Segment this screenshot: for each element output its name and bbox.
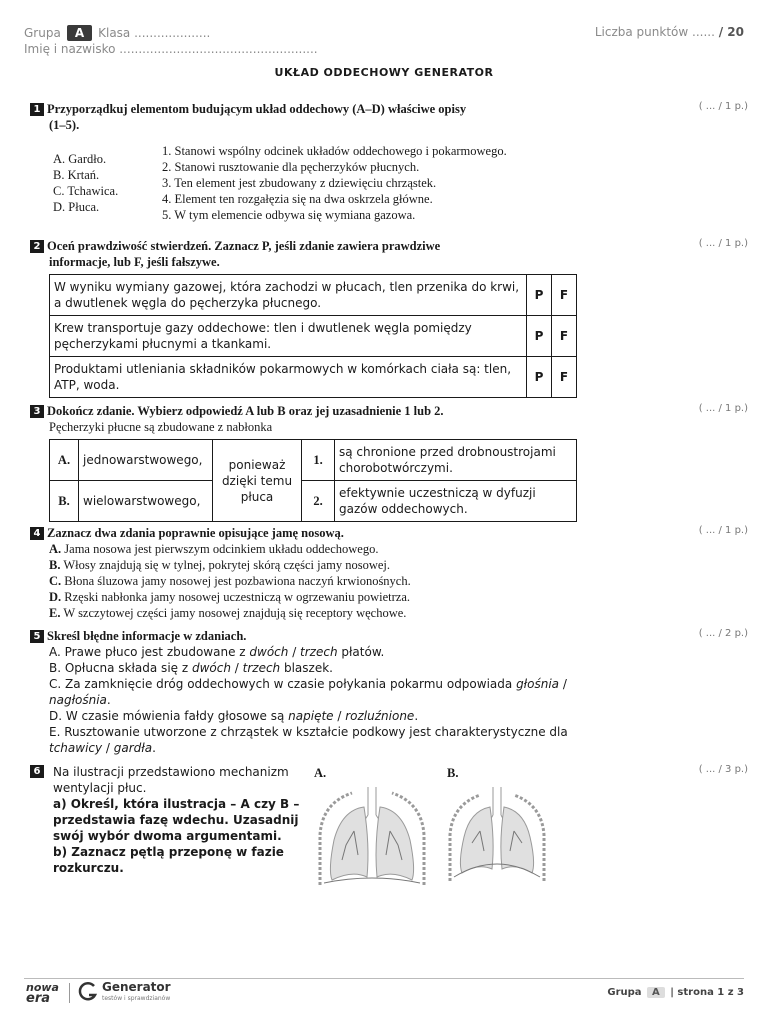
lungs-illustration-a (312, 785, 432, 890)
left-lung (330, 807, 368, 880)
left-lung (460, 807, 493, 873)
middle-connector: ponieważ dzięki temu płuca (213, 440, 302, 522)
false-option[interactable]: F (552, 316, 577, 357)
question-title: Dokończ zdanie. Wybierz odpowiedź A lub B oraz jej uzasadnienie 1 lub 2. (47, 404, 444, 418)
sentence-c: C. Za zamknięcie dróg oddechowych w czasie połykania pokarmu odpowiada głośnia / (49, 677, 567, 691)
task-a: przedstawia fazę wdechu. Uzasadnij (53, 813, 299, 827)
page-indicator: Grupa A | strona 1 z 3 (607, 987, 744, 998)
reason-1-text[interactable]: są chronione przed drobnoustrojami chorobotwórczymi. (335, 440, 577, 481)
right-lung (501, 807, 534, 873)
question-title: Zaznacz dwa zdania poprawnie opisujące jamę nosową. (47, 526, 344, 540)
points-box: ( ... / 1 p.) (698, 101, 748, 112)
question-2 (30, 238, 690, 270)
sentence-e-cont: tchawicy / gardła. (49, 741, 156, 755)
choice-word[interactable]: trzech (300, 645, 338, 659)
task-b: b) Zaznacz pętlą przeponę w fazie (53, 845, 284, 859)
diaphragm (324, 878, 420, 883)
answer-option[interactable]: B. Włosy znajdują się w tylnej, pokrytej skórą części jamy nosowej. (49, 558, 391, 572)
element-list (53, 151, 118, 215)
question-number: 2 (30, 240, 44, 253)
points-box: ( ... / 1 p.) (698, 525, 748, 536)
illustration-b-label: B. (447, 766, 459, 780)
points-box: ( ... / 3 p.) (698, 764, 748, 775)
question-number: 4 (30, 527, 44, 540)
false-option[interactable]: F (552, 357, 577, 398)
choice-word[interactable]: nagłośnia (49, 693, 107, 707)
illustration-a-label: A. (314, 766, 327, 780)
group-badge: A (647, 987, 665, 998)
option-a-letter[interactable]: A. (50, 440, 79, 481)
question-title-cont: (1–5). (49, 118, 80, 132)
choice-word[interactable]: głośnia (516, 677, 560, 691)
option-b-letter[interactable]: B. (50, 481, 79, 522)
choice-word[interactable]: tchawicy (49, 741, 103, 755)
reason-1-number[interactable]: 1. (302, 440, 335, 481)
question-number: 3 (30, 405, 44, 418)
question-number: 1 (30, 103, 44, 116)
table-row (50, 275, 577, 316)
statement-cell: Krew transportuje gazy oddechowe: tlen i dwutlenek węgla pomiędzy pęcherzykami płucnymi a tkankami. (50, 316, 527, 357)
question-number: 6 (30, 765, 44, 778)
lungs-illustration-b (442, 785, 552, 890)
option-a-text[interactable]: jednowarstwowego, (79, 440, 213, 481)
points-box: ( ... / 2 p.) (698, 628, 748, 639)
description-item: 2. Stanowi rusztowanie dla pęcherzyków płucnych. (162, 160, 420, 174)
class-field: Klasa .................... (98, 26, 211, 40)
generator-logo-icon (77, 981, 99, 1003)
question-stem: Pęcherzyki płucne są zbudowane z nabłonka (49, 420, 273, 434)
logo-divider (69, 983, 70, 1003)
group-label: Grupa (24, 26, 61, 40)
group-value-badge: A (67, 25, 92, 41)
true-false-table (49, 274, 577, 398)
choice-word[interactable]: dwóch (191, 661, 231, 675)
sentence-e: E. Rusztowanie utworzone z chrząstek w kształcie podkowy jest charakterystyczne dla (49, 725, 568, 739)
sentence-d: D. W czasie mówienia fałdy głosowe są napięte / rozluźnione. (49, 709, 419, 723)
answer-option[interactable]: E. W szczytowej części jamy nosowej znajdują się receptory węchowe. (49, 606, 407, 620)
footer-divider (24, 978, 744, 979)
question-title: Oceń prawdziwość stwierdzeń. Zaznacz P, jeśli zdanie zawiera prawdziwe (47, 239, 441, 253)
description-item: 5. W tym elemencie odbywa się wymiana gazowa. (162, 208, 416, 222)
answer-option[interactable]: C. Błona śluzowa jamy nosowej jest pozbawiona naczyń krwionośnych. (49, 574, 411, 588)
task-a: a) Określ, która ilustracja – A czy B – (53, 797, 300, 811)
nowa-era-logo: nowa era (26, 981, 59, 1006)
page-title: UKŁAD ODDECHOWY GENERATOR (274, 66, 494, 79)
points-total: / 20 (718, 25, 744, 39)
points-box: ( ... / 1 p.) (698, 403, 748, 414)
choice-word[interactable]: napięte (288, 709, 334, 723)
question-title: Skreśl błędne informacje w zdaniach. (47, 629, 247, 643)
points-field (595, 25, 744, 39)
description-item: 4. Element ten rozgałęzia się na dwa oskrzela główne. (162, 192, 433, 206)
element-item: B. Krtań. (53, 168, 100, 182)
table-row (50, 316, 577, 357)
question-title: Przyporządkuj elementom budującym układ oddechowy (A–D) właściwe opisy (47, 102, 467, 116)
choice-word[interactable]: trzech (242, 661, 281, 675)
answer-option[interactable]: D. Rzęski nabłonka jamy nosowej uczestniczą w ogrzewaniu powietrza. (49, 590, 410, 604)
description-list (162, 143, 507, 223)
question-number: 5 (30, 630, 44, 643)
sentence-c-cont: nagłośnia. (49, 693, 111, 707)
element-item: D. Płuca. (53, 200, 100, 214)
points-label: Liczba punktów ...... (594, 25, 715, 39)
reason-2-number[interactable]: 2. (302, 481, 335, 522)
true-option[interactable]: P (527, 316, 552, 357)
element-item: C. Tchawica. (53, 184, 119, 198)
question-title-cont: informacje, lub F, jeśli fałszywe. (49, 255, 220, 269)
task-a: swój wybór dwoma argumentami. (53, 829, 282, 843)
reason-2-text[interactable]: efektywnie uczestniczą w dyfuzji gazów oddechowych. (335, 481, 577, 522)
description-item: 3. Ten element jest zbudowany z dziewięciu chrząstek. (162, 176, 437, 190)
statement-cell: Produktami utleniania składników pokarmowych w komórkach ciała są: tlen, ATP, woda. (50, 357, 527, 398)
trachea (368, 787, 376, 815)
answer-option[interactable]: A. Jama nosowa jest pierwszym odcinkiem układu oddechowego. (49, 542, 379, 556)
false-option[interactable]: F (552, 275, 577, 316)
choice-word[interactable]: rozluźnione (345, 709, 415, 723)
element-item: A. Gardło. (53, 152, 107, 166)
points-box: ( ... / 1 p.) (698, 238, 748, 249)
sentence-b: B. Opłucna składa się z dwóch / trzech blaszek. (49, 661, 333, 675)
right-lung (376, 807, 414, 880)
question-3 (30, 403, 690, 435)
statement-cell: W wyniku wymiany gazowej, która zachodzi w płucach, tlen przenika do krwi, a dwutlenek węgla do pęcherzyka płucnego. (50, 275, 527, 316)
table-row (50, 357, 577, 398)
sentence-a: A. Prawe płuco jest zbudowane z dwóch / trzech płatów. (49, 645, 385, 659)
option-b-text[interactable]: wielowarstwowego, (79, 481, 213, 522)
question-6 (30, 764, 300, 876)
trachea (493, 787, 501, 815)
question-4 (30, 525, 690, 621)
task-b: rozkurczu. (53, 861, 124, 875)
question-1 (30, 101, 690, 133)
description-item: 1. Stanowi wspólny odcinek układów oddechowego i pokarmowego. (162, 144, 507, 158)
question-5 (30, 628, 690, 756)
intro-text: wentylacji płuc. (53, 781, 147, 795)
page-number: | strona 1 z 3 (670, 987, 744, 998)
intro-text: Na ilustracji przedstawiono mechanizm (53, 765, 289, 779)
true-option[interactable]: P (527, 275, 552, 316)
true-option[interactable]: P (527, 357, 552, 398)
choice-word[interactable]: gardła (113, 741, 153, 755)
name-field: Imię i nazwisko .................................................... (24, 42, 318, 56)
group-field (24, 25, 210, 41)
choice-table (49, 439, 577, 522)
choice-word[interactable]: dwóch (249, 645, 289, 659)
generator-logo: Generator testów i sprawdzianów (102, 980, 171, 1002)
